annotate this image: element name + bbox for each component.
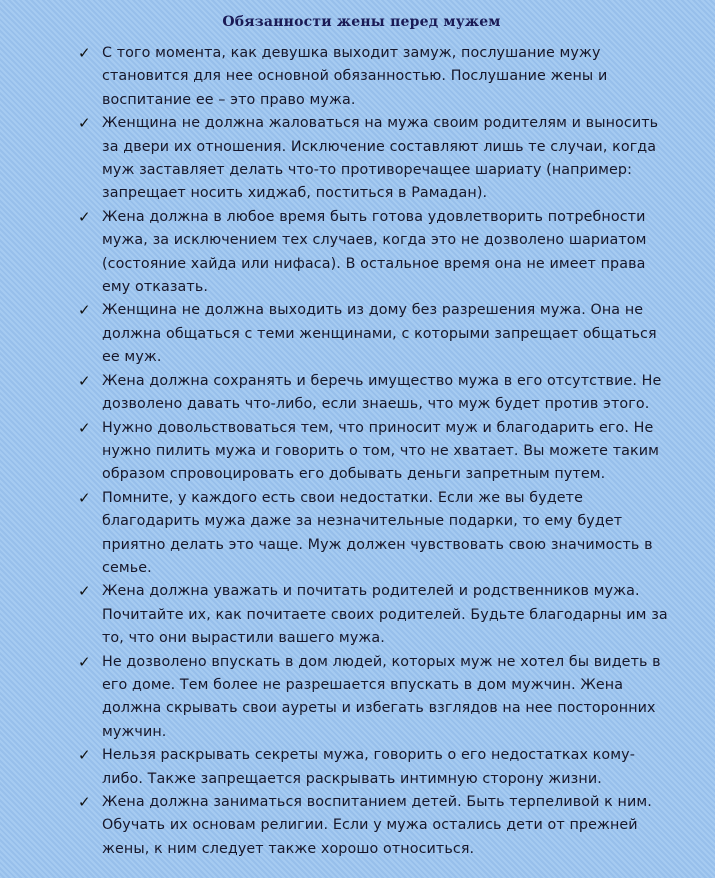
checkmark-icon: ✓ <box>78 582 91 601</box>
checkmark-icon: ✓ <box>78 652 91 671</box>
list-item <box>78 580 675 650</box>
duties-list <box>78 42 675 861</box>
list-item <box>78 417 675 487</box>
checkmark-icon: ✓ <box>78 746 91 765</box>
list-item <box>78 206 675 300</box>
list-item-text: Жена должна уважать и почитать родителей и родственников мужа. Почитайте их, как почитаете своих родителей. Будьте благодарны им за то, что они вырастили вашего мужа. <box>102 583 668 647</box>
list-item-text: Нельзя раскрывать секреты мужа, говорить о его недостатках кому-либо. Также запрещается раскрывать интимную сторону жизни. <box>102 747 635 787</box>
list-item <box>78 487 675 581</box>
checkmark-icon: ✓ <box>78 371 91 390</box>
checkmark-icon: ✓ <box>78 207 91 226</box>
list-item-text: Женщина не должна выходить из дому без разрешения мужа. Она не должна общаться с теми женщинами, с которыми запрещает общаться ее муж. <box>102 302 657 366</box>
list-item <box>78 112 675 206</box>
list-item-text: Женщина не должна жаловаться на мужа своим родителям и выносить за двери их отношения. Исключение составляют лишь те случаи, когда муж заставляет делать что-то противоречащее шариату (например: запрещает носить хиджаб, поститься в Рамадан). <box>102 115 659 202</box>
list-item <box>78 299 675 369</box>
document-title: Обязанности жены перед мужем <box>222 14 501 30</box>
list-item <box>78 651 675 745</box>
list-item-text: Жена должна в любое время быть готова удовлетворить потребности мужа, за исключением тех случаев, когда это не дозволено шариатом (состояние хайда или нифаса). В остальное время она не имеет права ему отказать. <box>102 208 647 296</box>
list-item-text: Не дозволено впускать в дом людей, которых муж не хотел бы видеть в его доме. Тем более не разрешается впускать в дом мужчин. Жена должна скрывать свои ауреты и избегать взглядов на нее посторонних мужчин. <box>102 653 661 740</box>
list-item-text: Жена должна сохранять и беречь имущество мужа в его отсутствие. Не дозволено давать что-либо, если знаешь, что муж будет против этого. <box>102 372 662 413</box>
list-item-text: Жена должна заниматься воспитанием детей. Быть терпеливой к ним. Обучать их основам религии. Если у мужа остались дети от прежней жены, к ним следует также хорошо относиться. <box>102 794 652 857</box>
list-item-text: Нужно довольствоваться тем, что приносит муж и благодарить его. Не нужно пилить мужа и говорить о том, что не хватает. Вы можете таким образом спровоцировать его добывать деньги запретным путем. <box>102 419 660 483</box>
checkmark-icon: ✓ <box>78 44 91 62</box>
list-item <box>78 370 675 417</box>
list-item <box>78 744 675 791</box>
checkmark-icon: ✓ <box>78 301 91 320</box>
list-item <box>78 42 675 112</box>
list-item <box>78 791 675 861</box>
list-item-text: Помните, у каждого есть свои недостатки. Если же вы будете благодарить мужа даже за незначительные подарки, то ему будет приятно делать это чаще. Муж должен чувствовать свою значимость в семье. <box>102 489 653 576</box>
checkmark-icon: ✓ <box>78 488 91 507</box>
checkmark-icon: ✓ <box>78 793 91 811</box>
checkmark-icon: ✓ <box>78 114 91 133</box>
checkmark-icon: ✓ <box>78 418 91 437</box>
list-item-text: С того момента, как девушка выходит замуж, послушание мужу становится для нее основной обязанностью. Послушание жены и воспитание ее – это право мужа. <box>102 45 608 108</box>
